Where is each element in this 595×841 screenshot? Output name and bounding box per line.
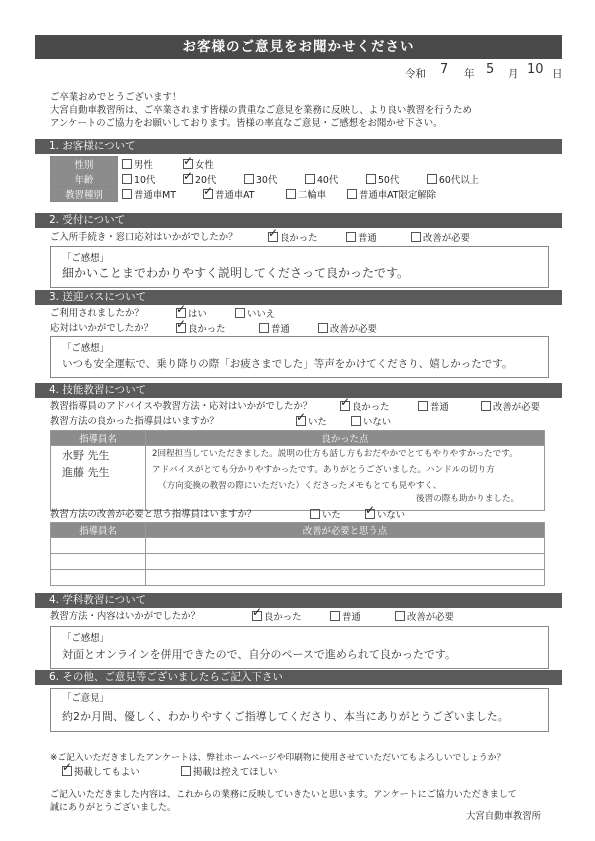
- bus-use-question: ご利用されましたか？: [50, 308, 144, 319]
- publish-options: [62, 766, 277, 779]
- opinion-label: 「ご意見」: [62, 693, 109, 704]
- course-label: 教習種別: [51, 187, 118, 202]
- date-era: 令和: [405, 68, 426, 80]
- good-point-line-4: 後習の際も助かりました。: [416, 494, 520, 504]
- bus-impression-label: 「ご感想」: [62, 343, 109, 354]
- good-instructor-name-2: 進藤 先生: [62, 466, 110, 479]
- section-1-header: 1. お客様について: [35, 139, 562, 154]
- section-5-header: 4. 学科教習について: [35, 593, 562, 608]
- section-3-header: 3. 送迎バスについて: [35, 290, 562, 305]
- footer-school-name: 大宮自動車教習所: [466, 811, 542, 822]
- publish-question: ※ご記入いただきましたアンケートは、弊社ホームページや印刷物に使用させていただいてもよろしいでしょうか？: [50, 753, 506, 763]
- intro-line-2: 大宮自動車教習所は、ご卒業されます皆様の貴重なご意見を業務に反映し、より良い教習を行うため: [50, 105, 472, 116]
- age-label: 年齢: [51, 172, 118, 187]
- reception-question: ご入所手続き・窓口応対はいかがでしたか？: [50, 232, 238, 243]
- age-option-40s[interactable]: 40代: [305, 172, 363, 186]
- publish-option-yes[interactable]: ✓掲載してもよい: [62, 766, 178, 779]
- good-instructor-options: [296, 416, 391, 429]
- driving-instruction-options: [340, 401, 540, 414]
- driving-option-normal[interactable]: 普通: [418, 401, 478, 414]
- bus-impression-text: いつも安全運転で、乗り降りの際「お疲さまでした」等声をかけてくださり、嬉しかったです。: [62, 358, 513, 370]
- bus-service-option-normal[interactable]: 普通: [259, 323, 315, 336]
- driving-option-improve[interactable]: 改善が必要: [481, 401, 540, 414]
- checkbox[interactable]: [122, 159, 132, 169]
- profile-table: [50, 156, 527, 202]
- course-option-at-release[interactable]: 普通車AT限定解除: [347, 187, 436, 201]
- bus-service-question: 応対はいかがでしたか？: [50, 323, 154, 334]
- date-year: 7: [440, 62, 449, 77]
- good-instructor-question: 教習方法の良かった指導員はいますか？: [50, 416, 219, 427]
- date-day-unit: 日: [552, 68, 563, 80]
- bus-use-option-no[interactable]: いいえ: [235, 308, 275, 321]
- good-point-line-1: 2回程担当していただきました。説明の仕方も話し方もおだやかでとてもやりやすかったです。: [152, 449, 518, 459]
- bus-service-options: [176, 323, 377, 336]
- classroom-option-normal[interactable]: 普通: [330, 611, 392, 624]
- date-month-unit: 月: [508, 68, 519, 80]
- section-6-header: 6. その他、ご意見等ございましたらご記入下さい: [35, 670, 562, 685]
- reception-impression-label: 「ご感想」: [62, 253, 109, 264]
- closing-line-1: ご記入いただきました内容は、これからの業務に反映していきたいと思います。アンケートにご協力いただきまして: [50, 790, 517, 800]
- good-instructor-name-header: 指導員名: [51, 431, 146, 446]
- bad-instructor-option-yes[interactable]: いた: [310, 509, 362, 522]
- good-instructor-option-yes[interactable]: ✓ いた: [296, 416, 348, 429]
- opinion-text: 約2か月間、優しく、わかりやすくご指導してくださり、本当にありがとうございました。: [62, 710, 509, 723]
- bus-use-options: [176, 308, 275, 321]
- intro-line-1: ご卒業おめでとうございます！: [50, 92, 182, 103]
- age-option-30s[interactable]: 30代: [244, 172, 302, 186]
- profile-row-gender: [51, 157, 527, 172]
- classroom-impression-label: 「ご感想」: [62, 633, 109, 644]
- bad-instructor-options: [310, 509, 405, 522]
- driving-instruction-question: 教習指導員のアドバイスや教習方法・応対はいかがでしたか？: [50, 401, 313, 412]
- classroom-options: [252, 611, 454, 624]
- intro-line-3: アンケートのご協力をお願いしております。皆様の率直なご意見・ご感想をお聞かせ下さい。: [50, 118, 443, 129]
- page-title: お客様のご意見をお聞かせください: [35, 35, 562, 59]
- classroom-impression-text: 対面とオンラインを併用できたので、自分のペースで進められて良かったです。: [62, 648, 457, 661]
- age-option-60s-plus[interactable]: 60代以上: [427, 172, 479, 186]
- age-option-20s[interactable]: ✓ 20代: [183, 172, 241, 186]
- bad-instructor-question: 教習方法の改善が必要と思う指導員はいますか？: [50, 509, 257, 520]
- reception-option-good[interactable]: ✓ 良かった: [268, 232, 343, 245]
- profile-row-age: [51, 172, 527, 187]
- bus-use-option-yes[interactable]: ✓ はい: [176, 308, 232, 321]
- good-instructor-point-header: 良かった点: [146, 431, 545, 446]
- reception-options: [268, 232, 470, 245]
- checkbox-checked[interactable]: [183, 159, 193, 169]
- reception-option-improve[interactable]: 改善が必要: [411, 232, 470, 245]
- age-option-50s[interactable]: 50代: [366, 172, 424, 186]
- profile-row-course: [51, 187, 527, 202]
- bad-instructor-name-header: 指導員名: [51, 523, 146, 538]
- good-point-line-3: （方向変換の教習の際にいただいた）くださったメモもとても見やすく、: [158, 481, 442, 491]
- bad-instructor-point-header: 改善が必要と思う点: [146, 523, 545, 538]
- course-option-motorcycle[interactable]: 二輪車: [286, 187, 344, 201]
- good-point-line-2: アドバイスがとても分かりやすかったです。ありがとうございました。ハンドルの切り方: [152, 465, 495, 475]
- section-4-header: 4. 技能教習について: [35, 383, 562, 398]
- gender-label: 性別: [51, 157, 118, 172]
- gender-option-male[interactable]: 男性: [122, 157, 180, 171]
- reception-impression-text: 細かいことまでわかりやすく説明してくださって良かったです。: [62, 266, 410, 280]
- age-option-10s[interactable]: 10代: [122, 172, 180, 186]
- course-option-at[interactable]: ✓ 普通車AT: [203, 187, 283, 201]
- driving-option-good[interactable]: ✓ 良かった: [340, 401, 415, 414]
- closing-line-2: 誠にありがとうございました。: [50, 803, 177, 813]
- date-month: 5: [486, 62, 495, 77]
- bus-service-option-improve[interactable]: 改善が必要: [318, 323, 377, 336]
- reception-option-normal[interactable]: 普通: [346, 232, 408, 245]
- good-instructor-option-no[interactable]: いない: [351, 416, 391, 429]
- gender-option-female[interactable]: ✓ 女性: [183, 157, 214, 171]
- date-year-unit: 年: [464, 68, 475, 80]
- bad-instructor-table: [50, 522, 545, 586]
- classroom-question: 教習方法・内容はいかがでしたか？: [50, 611, 201, 622]
- good-instructor-name-1: 水野 先生: [62, 449, 110, 462]
- bad-instructor-option-no[interactable]: ✓ いない: [365, 509, 405, 522]
- course-option-mt[interactable]: 普通車MT: [122, 187, 200, 201]
- section-2-header: 2. 受付について: [35, 213, 562, 228]
- publish-option-no[interactable]: 掲載は控えてほしい: [181, 766, 277, 779]
- date-day: 10: [527, 62, 544, 77]
- classroom-option-improve[interactable]: 改善が必要: [395, 611, 454, 624]
- bus-service-option-good[interactable]: ✓ 良かった: [176, 323, 256, 336]
- classroom-option-good[interactable]: ✓ 良かった: [252, 611, 327, 624]
